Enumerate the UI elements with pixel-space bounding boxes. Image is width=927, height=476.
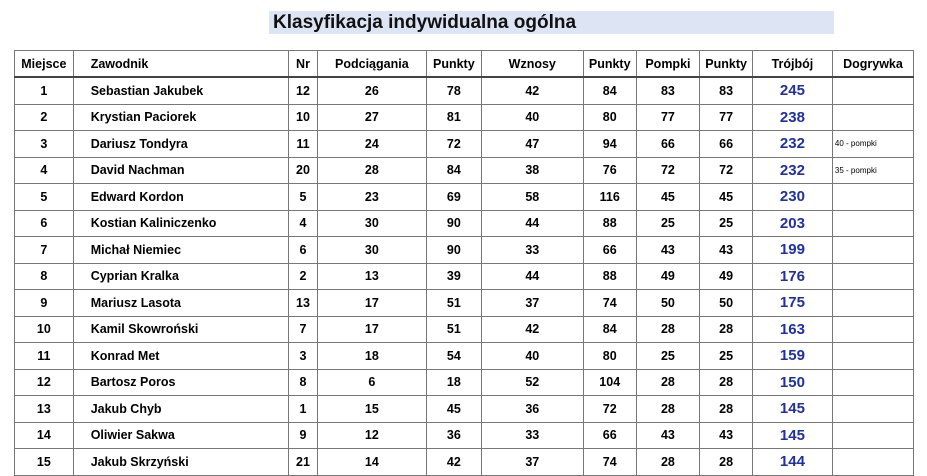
cell-pullups-points: 45 xyxy=(427,396,482,423)
cell-pullups: 13 xyxy=(317,263,426,290)
cell-lifts-points: 80 xyxy=(583,343,636,370)
cell-lifts: 44 xyxy=(481,263,583,290)
cell-lifts: 38 xyxy=(481,157,583,184)
cell-pullups-points: 90 xyxy=(427,237,482,264)
cell-total: 232 xyxy=(752,157,832,184)
cell-pullups: 6 xyxy=(317,369,426,396)
cell-tiebreak xyxy=(832,104,913,131)
cell-name: Mariusz Lasota xyxy=(73,290,289,317)
cell-place: 3 xyxy=(15,131,74,158)
cell-total: 203 xyxy=(752,210,832,237)
cell-pushups: 66 xyxy=(636,131,700,158)
page-title: Klasyfikacja indywidualna ogólna xyxy=(273,12,577,33)
cell-pullups-points: 36 xyxy=(427,422,482,449)
cell-total: 150 xyxy=(752,369,832,396)
cell-pullups-points: 39 xyxy=(427,263,482,290)
cell-lifts: 44 xyxy=(481,210,583,237)
cell-place: 5 xyxy=(15,184,74,211)
cell-pushups: 25 xyxy=(636,343,700,370)
cell-pushups: 72 xyxy=(636,157,700,184)
table-row xyxy=(15,290,914,317)
cell-place: 14 xyxy=(15,422,74,449)
cell-total: 159 xyxy=(752,343,832,370)
cell-pullups: 30 xyxy=(317,237,426,264)
cell-nr: 4 xyxy=(289,210,317,237)
cell-lifts: 58 xyxy=(481,184,583,211)
cell-nr: 9 xyxy=(289,422,317,449)
cell-pullups: 14 xyxy=(317,449,426,476)
cell-total: 145 xyxy=(752,396,832,423)
cell-pullups-points: 78 xyxy=(427,77,482,104)
cell-lifts: 36 xyxy=(481,396,583,423)
table-row xyxy=(15,369,914,396)
cell-name: Edward Kordon xyxy=(73,184,289,211)
cell-tiebreak xyxy=(832,449,913,476)
cell-total: 232 xyxy=(752,131,832,158)
cell-pullups-points: 90 xyxy=(427,210,482,237)
cell-pullups: 24 xyxy=(317,131,426,158)
table-body xyxy=(15,77,914,475)
table-row xyxy=(15,184,914,211)
cell-pushups: 45 xyxy=(636,184,700,211)
cell-place: 15 xyxy=(15,449,74,476)
cell-lifts-points: 74 xyxy=(583,290,636,317)
cell-pushups-points: 43 xyxy=(700,422,753,449)
cell-lifts-points: 84 xyxy=(583,316,636,343)
cell-pullups: 17 xyxy=(317,316,426,343)
header-lifts: Wznosy xyxy=(481,51,583,78)
cell-place: 4 xyxy=(15,157,74,184)
cell-nr: 8 xyxy=(289,369,317,396)
cell-total: 176 xyxy=(752,263,832,290)
cell-tiebreak xyxy=(832,184,913,211)
cell-nr: 1 xyxy=(289,396,317,423)
cell-pushups-points: 45 xyxy=(700,184,753,211)
cell-pushups: 28 xyxy=(636,396,700,423)
cell-total: 163 xyxy=(752,316,832,343)
cell-pullups: 27 xyxy=(317,104,426,131)
cell-place: 10 xyxy=(15,316,74,343)
cell-nr: 12 xyxy=(289,77,317,104)
cell-pushups-points: 66 xyxy=(700,131,753,158)
cell-lifts-points: 84 xyxy=(583,77,636,104)
cell-lifts: 40 xyxy=(481,343,583,370)
cell-lifts: 40 xyxy=(481,104,583,131)
cell-name: Kostian Kaliniczenko xyxy=(73,210,289,237)
cell-total: 145 xyxy=(752,422,832,449)
cell-pushups: 43 xyxy=(636,237,700,264)
cell-tiebreak xyxy=(832,290,913,317)
cell-lifts-points: 66 xyxy=(583,237,636,264)
header-nr: Nr xyxy=(289,51,317,78)
header-pushups: Pompki xyxy=(636,51,700,78)
cell-tiebreak xyxy=(832,77,913,104)
cell-lifts-points: 116 xyxy=(583,184,636,211)
cell-nr: 11 xyxy=(289,131,317,158)
table-row xyxy=(15,104,914,131)
cell-pullups: 26 xyxy=(317,77,426,104)
results-table xyxy=(14,50,914,476)
cell-lifts-points: 88 xyxy=(583,210,636,237)
cell-nr: 5 xyxy=(289,184,317,211)
cell-name: Dariusz Tondyra xyxy=(73,131,289,158)
cell-pullups: 12 xyxy=(317,422,426,449)
cell-pushups: 28 xyxy=(636,449,700,476)
cell-pushups: 50 xyxy=(636,290,700,317)
cell-pushups-points: 72 xyxy=(700,157,753,184)
header-pullups: Podciągania xyxy=(317,51,426,78)
cell-total: 199 xyxy=(752,237,832,264)
table-row xyxy=(15,316,914,343)
cell-tiebreak xyxy=(832,396,913,423)
cell-place: 11 xyxy=(15,343,74,370)
cell-tiebreak: 40 - pompki xyxy=(832,131,913,158)
cell-place: 7 xyxy=(15,237,74,264)
cell-pushups-points: 25 xyxy=(700,210,753,237)
header-pullups-points: Punkty xyxy=(427,51,482,78)
cell-tiebreak xyxy=(832,237,913,264)
cell-lifts: 47 xyxy=(481,131,583,158)
cell-lifts-points: 66 xyxy=(583,422,636,449)
cell-name: Jakub Skrzyński xyxy=(73,449,289,476)
header-name: Zawodnik xyxy=(73,51,289,78)
header-place: Miejsce xyxy=(15,51,74,78)
cell-tiebreak xyxy=(832,369,913,396)
cell-total: 175 xyxy=(752,290,832,317)
cell-pullups-points: 81 xyxy=(427,104,482,131)
cell-pullups-points: 72 xyxy=(427,131,482,158)
table-row xyxy=(15,77,914,104)
cell-pullups: 17 xyxy=(317,290,426,317)
cell-tiebreak xyxy=(832,210,913,237)
cell-nr: 7 xyxy=(289,316,317,343)
cell-place: 6 xyxy=(15,210,74,237)
cell-name: David Nachman xyxy=(73,157,289,184)
cell-lifts-points: 104 xyxy=(583,369,636,396)
cell-name: Krystian Paciorek xyxy=(73,104,289,131)
cell-lifts: 42 xyxy=(481,77,583,104)
header-lifts-points: Punkty xyxy=(583,51,636,78)
cell-name: Konrad Met xyxy=(73,343,289,370)
cell-nr: 13 xyxy=(289,290,317,317)
cell-name: Bartosz Poros xyxy=(73,369,289,396)
header-row xyxy=(15,51,914,78)
cell-tiebreak xyxy=(832,316,913,343)
cell-nr: 6 xyxy=(289,237,317,264)
cell-lifts-points: 88 xyxy=(583,263,636,290)
cell-pushups: 28 xyxy=(636,316,700,343)
cell-pullups-points: 51 xyxy=(427,316,482,343)
table-row xyxy=(15,396,914,423)
cell-nr: 20 xyxy=(289,157,317,184)
cell-name: Michał Niemiec xyxy=(73,237,289,264)
cell-pushups-points: 50 xyxy=(700,290,753,317)
cell-pullups-points: 42 xyxy=(427,449,482,476)
cell-lifts-points: 80 xyxy=(583,104,636,131)
cell-tiebreak: 35 - pompki xyxy=(832,157,913,184)
table-row xyxy=(15,422,914,449)
cell-pushups: 28 xyxy=(636,369,700,396)
table-row xyxy=(15,449,914,476)
cell-pullups: 30 xyxy=(317,210,426,237)
cell-lifts-points: 72 xyxy=(583,396,636,423)
cell-pushups-points: 43 xyxy=(700,237,753,264)
table-row xyxy=(15,210,914,237)
cell-tiebreak xyxy=(832,263,913,290)
cell-pullups: 28 xyxy=(317,157,426,184)
cell-nr: 10 xyxy=(289,104,317,131)
cell-pushups-points: 49 xyxy=(700,263,753,290)
cell-pushups-points: 77 xyxy=(700,104,753,131)
table-header xyxy=(15,51,914,78)
cell-total: 245 xyxy=(752,77,832,104)
cell-pullups: 15 xyxy=(317,396,426,423)
cell-pushups-points: 83 xyxy=(700,77,753,104)
cell-pushups-points: 28 xyxy=(700,316,753,343)
cell-pushups: 49 xyxy=(636,263,700,290)
cell-lifts-points: 74 xyxy=(583,449,636,476)
header-tiebreak: Dogrywka xyxy=(832,51,913,78)
cell-pushups: 83 xyxy=(636,77,700,104)
table-row xyxy=(15,263,914,290)
table-row xyxy=(15,157,914,184)
table-row xyxy=(15,131,914,158)
cell-lifts: 37 xyxy=(481,449,583,476)
cell-lifts: 52 xyxy=(481,369,583,396)
cell-pullups-points: 84 xyxy=(427,157,482,184)
cell-pushups-points: 28 xyxy=(700,369,753,396)
cell-name: Cyprian Kralka xyxy=(73,263,289,290)
cell-place: 1 xyxy=(15,77,74,104)
cell-pullups: 23 xyxy=(317,184,426,211)
cell-pushups-points: 28 xyxy=(700,449,753,476)
cell-tiebreak xyxy=(832,343,913,370)
cell-lifts-points: 76 xyxy=(583,157,636,184)
cell-lifts: 33 xyxy=(481,422,583,449)
cell-pullups: 18 xyxy=(317,343,426,370)
cell-place: 9 xyxy=(15,290,74,317)
title-bar xyxy=(269,11,834,34)
cell-pushups: 25 xyxy=(636,210,700,237)
cell-name: Kamil Skowroński xyxy=(73,316,289,343)
cell-name: Jakub Chyb xyxy=(73,396,289,423)
cell-tiebreak xyxy=(832,422,913,449)
cell-pullups-points: 51 xyxy=(427,290,482,317)
cell-nr: 21 xyxy=(289,449,317,476)
cell-total: 238 xyxy=(752,104,832,131)
cell-nr: 2 xyxy=(289,263,317,290)
cell-lifts: 42 xyxy=(481,316,583,343)
cell-place: 13 xyxy=(15,396,74,423)
cell-place: 12 xyxy=(15,369,74,396)
cell-lifts: 33 xyxy=(481,237,583,264)
header-pushups-points: Punkty xyxy=(700,51,753,78)
cell-pushups-points: 28 xyxy=(700,396,753,423)
cell-lifts: 37 xyxy=(481,290,583,317)
cell-total: 144 xyxy=(752,449,832,476)
cell-name: Sebastian Jakubek xyxy=(73,77,289,104)
cell-nr: 3 xyxy=(289,343,317,370)
cell-pullups-points: 69 xyxy=(427,184,482,211)
table-row xyxy=(15,237,914,264)
cell-pushups: 43 xyxy=(636,422,700,449)
cell-pushups: 77 xyxy=(636,104,700,131)
cell-pullups-points: 54 xyxy=(427,343,482,370)
header-total: Trójbój xyxy=(752,51,832,78)
cell-pullups-points: 18 xyxy=(427,369,482,396)
cell-name: Oliwier Sakwa xyxy=(73,422,289,449)
cell-pushups-points: 25 xyxy=(700,343,753,370)
cell-place: 8 xyxy=(15,263,74,290)
table-row xyxy=(15,343,914,370)
cell-total: 230 xyxy=(752,184,832,211)
cell-lifts-points: 94 xyxy=(583,131,636,158)
cell-place: 2 xyxy=(15,104,74,131)
